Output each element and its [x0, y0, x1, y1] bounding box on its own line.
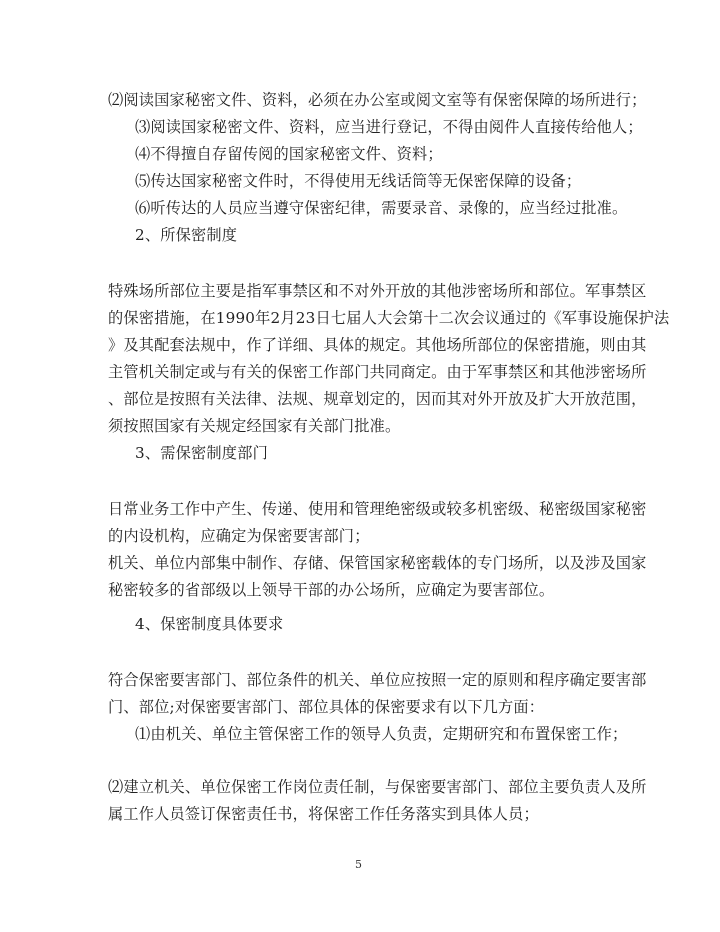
text-line: ⑵建立机关、单位保密工作岗位责任制，与保密要害部门、部位主要负责人及所 — [108, 778, 647, 796]
text-line: 2、所保密制度 — [135, 226, 238, 244]
text-line: 、部位是按照有关法律、法规、规章划定的，因而其对外开放及扩大开放范围， — [108, 390, 647, 408]
text-line: 》及其配套法规中，作了详细、具体的规定。其他场所部位的保密措施，则由其 — [108, 336, 647, 354]
text-line: ⑵阅读国家秘密文件、资料，必须在办公室或阅文室等有保密保障的场所进行； — [108, 91, 647, 109]
text-line: 的内设机构，应确定为保密要害部门； — [108, 527, 370, 545]
text-line: 秘密较多的省部级以上领导干部的办公场所，应确定为要害部位。 — [108, 581, 555, 599]
text-line: ⑶阅读国家秘密文件、资料，应当进行登记，不得由阅件人直接传给他人； — [135, 118, 643, 136]
text-line: 3、需保密制度部门 — [135, 444, 268, 462]
text-line: ⑷不得擅自存留传阅的国家秘密文件、资料； — [135, 145, 443, 163]
text-line: 日常业务工作中产生、传递、使用和管理绝密级或较多机密级、秘密级国家秘密 — [108, 500, 647, 518]
text-line: 属工作人员签订保密责任书，将保密工作任务落实到具体人员； — [108, 805, 539, 823]
text-line: 门、部位;对保密要害部门、部位具体的保密要求有以下几方面： — [108, 698, 545, 716]
text-line: 特殊场所部位主要是指军事禁区和不对外开放的其他涉密场所和部位。军事禁区 — [108, 282, 647, 300]
text-line: 机关、单位内部集中制作、存储、保管国家秘密载体的专门场所，以及涉及国家 — [108, 554, 647, 572]
text-line: 须按照国家有关规定经国家有关部门批准。 — [108, 417, 401, 435]
text-line: 的保密措施，在1990年2月23日七届人大会第十二次会议通过的《军事设施保护法 — [108, 309, 670, 327]
text-line: ⑹听传达的人员应当遵守保密纪律，需要录音、录像的，应当经过批准。 — [135, 199, 628, 217]
text-line: ⑸传达国家秘密文件时，不得使用无线话筒等无保密保障的设备； — [135, 172, 582, 190]
text-line: 主管机关制定或与有关的保密工作部门共同商定。由于军事禁区和其他涉密场所 — [108, 363, 647, 381]
text-line: 4、保密制度具体要求 — [135, 615, 284, 633]
text-line: ⑴由机关、单位主管保密工作的领导人负责，定期研究和布置保密工作； — [135, 725, 628, 743]
text-line: 符合保密要害部门、部位条件的机关、单位应按照一定的原则和程序确定要害部 — [108, 671, 647, 689]
page-number: 5 — [355, 858, 362, 871]
